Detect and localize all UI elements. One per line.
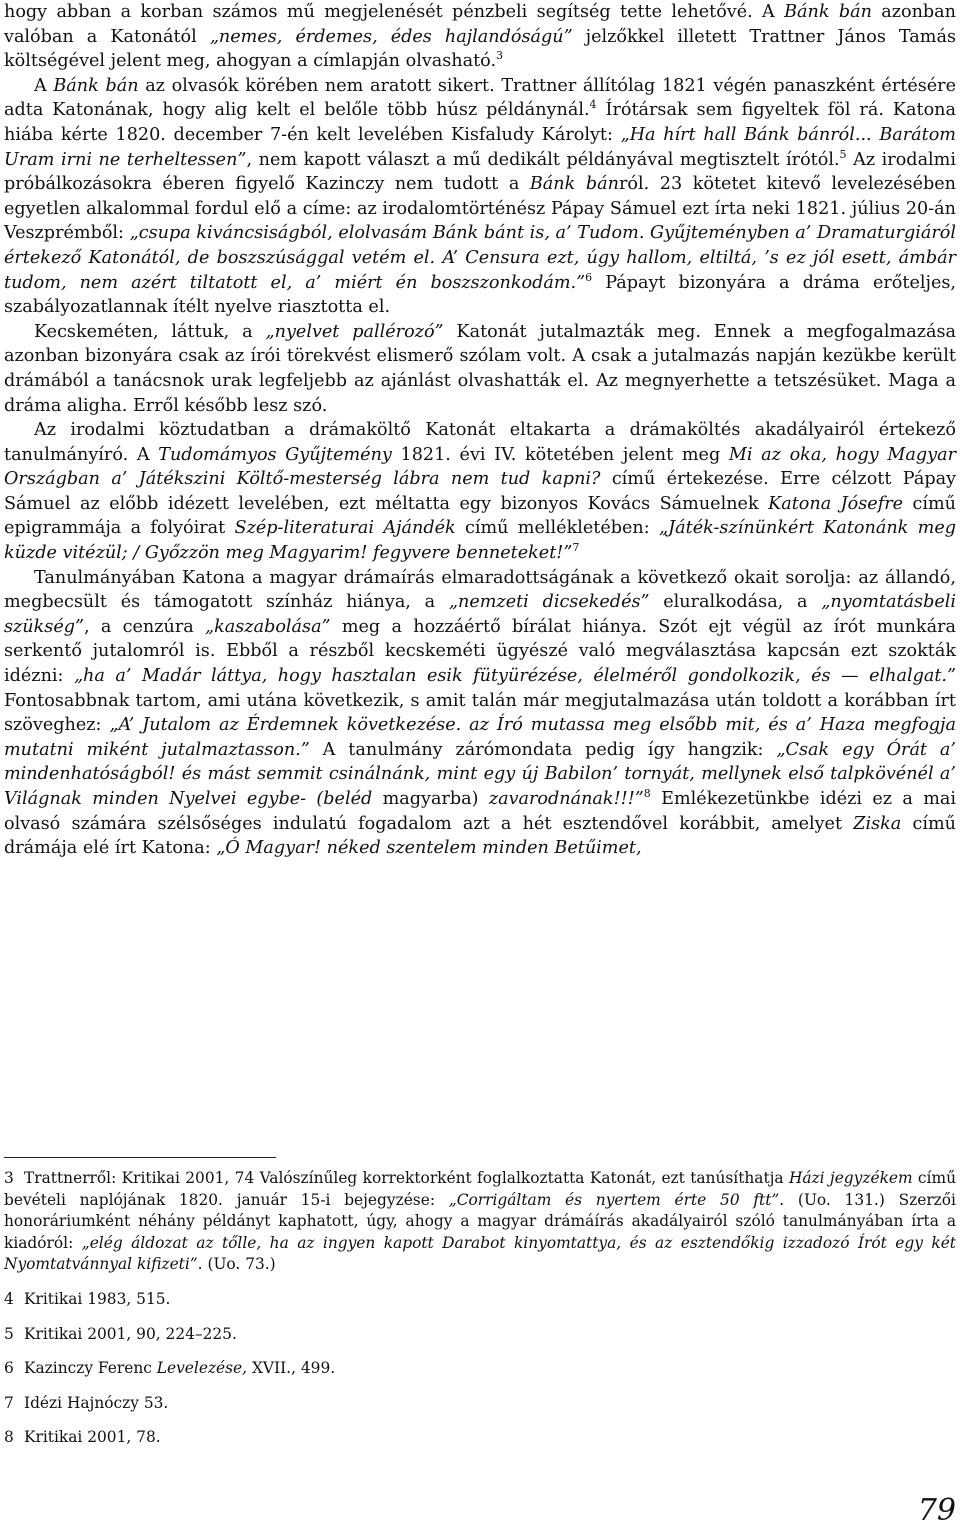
text-run: , nem kapott választ a mű dedikált példányával megtisztelt írótól.: [246, 149, 840, 170]
italic-text: Bánk bán: [529, 174, 619, 195]
italic-text: Levelezése,: [156, 1359, 248, 1378]
italic-text: „kaszabolása”: [205, 616, 331, 637]
italic-text: „nyelvet pallérozó”: [265, 321, 444, 342]
footnote-number: 7: [4, 1393, 14, 1412]
footnotes: [4, 1168, 956, 1462]
italic-text: „Játék-színünkért Katonánk meg küzde vitézül; / Győzzön meg Magyarim! fegyvere benneteket!”: [4, 518, 956, 564]
italic-text: „ha a’ Madár láttya, hogy hasztalan esik fütyürézése, élelméről gondolkozik, és — elhalgat.”: [73, 666, 956, 687]
text-run: Írótársak sem figyeltek föl rá. Katona hiába kérte 1820. december 7-én kelt levelében Kisfaludy Károlyt:: [4, 100, 956, 145]
paragraph-2: [4, 74, 956, 320]
footnote-reference: 6: [585, 270, 593, 284]
text-run: Kecskeméten, láttuk, a: [34, 321, 266, 342]
footnote-divider: [4, 1157, 276, 1158]
italic-text: Ziska: [853, 813, 902, 834]
text-run: azonban valóban a Katonától: [4, 2, 956, 47]
footnote-reference: 7: [572, 541, 580, 555]
text-run: az olvasók körében nem aratott sikert. Trattner állítólag 1821 végén panaszként értésére adta Katonának, hogy alig kelt el belőle több húsz példánynál.: [4, 75, 956, 121]
footnote-3: [4, 1168, 956, 1276]
italic-text: „Corrigáltam és nyertem érte 50 ftt”: [448, 1190, 780, 1209]
italic-text: „csupa kiváncsiságból, elolvasám Bánk bánt is, a’ Tudom. Gyűjteményben a’ Dramaturgiáról értekező Katonától, de boszszúsággal vetém el. A’ Censura ezt, úgy hallom, eltiltá, ’s ez jól esett, ámbár tudom, nem azért tiltatott el, a’ miért én boszszonkodám.”: [4, 223, 957, 293]
italic-text: Tudomámyos Gyűjtemény: [158, 444, 392, 465]
text-run: A tanulmány zárómondata pedig így hangzik:: [309, 739, 777, 760]
text-run: Katonát jutalmazták meg. Ennek a megfogalmazása azonban bizonyára csak az írói törekvést elismerő szólam volt. A csak a jutalmazás napján kezükbe került drámából a tanácsnok urak legfeljebb az ajánlást olvashatták el. Az megnyerhette a tetszésüket. Maga a dráma aligha. Erről később lesz szó.: [4, 321, 956, 416]
italic-text: „A’ Jutalom az Érdemnek következése. az Író mutassa meg elsőbb mit, és a’ Haza megfogja mutatni miként jutalmaztasson.”: [4, 715, 956, 760]
footnote-reference: 8: [643, 787, 651, 800]
footnote-number: 4: [4, 1289, 14, 1308]
text-run: Kritikai 2001, 90, 224–225.: [24, 1324, 237, 1343]
footnote-4: [4, 1289, 956, 1311]
italic-text: Házi jegyzékem: [788, 1169, 913, 1187]
text-run: 1821. évi IV. kötetében jelent meg: [391, 444, 729, 465]
paragraph-1: [4, 0, 956, 74]
footnote-reference: 3: [496, 49, 504, 63]
footnote-number: 5: [4, 1324, 14, 1343]
text-run: című mellékletében:: [455, 518, 659, 539]
text-run: Emlékezetünkbe idézi ez a mai olvasó számára szélsőséges indulatú fogadalom azt a hét esztendővel korábbit, amelyet: [4, 789, 956, 834]
italic-text: Mi az oka, hogy Magyar Országban a’ Játékszini Költő-mesterség lábra nem tud kapni?: [4, 444, 956, 490]
footnote-6: [4, 1358, 956, 1380]
text-run: Az irodalmi próbálkozásokra éberen figyelő Kazinczy nem tudott a: [4, 149, 956, 195]
text-run: magyarba): [372, 789, 489, 809]
footnote-7: [4, 1393, 956, 1415]
text-run: Az irodalmi köztudatban a drámaköltő Katonát eltakarta a drámaköltés akadályairól értekező tanulmányíró. A: [4, 420, 956, 465]
italic-text: „nemes, érdemes, édes hajlandóságú”: [209, 26, 573, 47]
text-run: , a cenzúra: [84, 616, 206, 637]
text-run: Tanulmányában Katona a magyar drámaírás elmaradottságának a következő okait sorolja: az állandó, megbecsült és támogatott színház hiánya, a: [4, 567, 956, 613]
footnote-number: 3: [4, 1169, 14, 1187]
text-run: ról. 23 kötetet kitevő levelezésében egyetlen alkalommal fordul elő a címe: az irodalomtörténész Pápay Sámuel ezt írta neki 1821. július 20-án Veszprémből:: [4, 174, 956, 244]
body-text: [4, 0, 956, 861]
text-run: című értekezése. Erre célzott Pápay Sámuel az előbb idézett levelében, ezt méltatta egy bizonyos Kovács Sámuelnek: [4, 469, 957, 514]
italic-text: Bánk bán: [53, 75, 139, 96]
text-run: A: [34, 75, 54, 96]
paragraph-3: [4, 320, 956, 418]
text-run: című bevételi naplójának 1820. január 15-i bejegyzése:: [4, 1169, 956, 1209]
text-run: Fontosabbnak tartom, ami utána következik, s amit talán már megjutalmazása után toldott a korábban írt szöveghez:: [4, 690, 956, 736]
footnote-number: 8: [4, 1428, 14, 1447]
italic-text: „Csak egy Órát a’ mindenhatóságból! és mást semmit csinálnánk, mint egy új Babilon’ tornyát, mellynek első talpkövénél a’ Világnak minden Nyelvei egybe- (beléd: [4, 739, 956, 809]
text-run: Trattnerről: Kritikai 2001, 74 Valószínűleg korrektorként foglalkoztatta Katonát, ezt tanúsíthatja: [24, 1169, 789, 1187]
italic-text: Bánk bán: [784, 2, 872, 22]
text-run: Kritikai 2001, 78.: [24, 1428, 161, 1447]
italic-text: „Ha hírt hall Bánk bánról... Barátom Uram irni ne terheltessen”: [4, 124, 956, 170]
text-run: Idézi Hajnóczy 53.: [24, 1393, 169, 1412]
document-page: [4, 0, 956, 1535]
text-run: hogy abban a korban számos mű megjelenését pénzbeli segítség tette lehetővé. A: [4, 2, 785, 22]
italic-text: Katona Jósefre: [768, 493, 904, 514]
text-run: meg a hozzáértő bírálat hiánya. Szót ejt végül az írót munkára serkentő jutalomról is. Ebből a részből kecskeméti ügyészé való megválasztása kapcsán ezt szokták idézni:: [4, 616, 956, 687]
text-run: Kazinczy Ferenc: [24, 1359, 157, 1378]
text-run: XVII., 499.: [247, 1359, 336, 1378]
text-run: című epigrammája a folyóirat: [4, 493, 956, 539]
footnote-5: [4, 1324, 956, 1346]
italic-text: „elég áldozat az tőlle, ha az ingyen kapott Darabot kinyomtattya, és az esztendőkig izzadozó Írót egy két Nyomtatvánnyal kifizeti”: [4, 1233, 956, 1274]
italic-text: „Ó Magyar! néked szentelem minden Betűimet,: [216, 838, 642, 859]
italic-text: „nemzeti dicsekedés”: [448, 592, 650, 613]
text-run: Pápayt bizonyára a dráma erőteljes, szabályozatlannak ítélt nyelve riasztotta el.: [4, 272, 956, 318]
paragraph-5: [4, 566, 956, 861]
footnote-reference: 5: [839, 147, 847, 161]
text-run: . (Uo. 131.) Szerzői honoráriumként néhány példányt kaphatott, úgy, ahogy a magyar drámáírás akadályairól szóló tanulmányában írta a kiadóról:: [4, 1190, 956, 1252]
italic-text: zavarodnának!!!”: [488, 789, 644, 809]
page-number: 79: [917, 1493, 956, 1528]
italic-text: „nyomtatásbeli szükség”: [4, 592, 957, 637]
paragraph-4: [4, 418, 956, 566]
footnote-number: 6: [4, 1359, 14, 1378]
footnote-reference: 4: [589, 98, 597, 112]
text-run: eluralkodása, a: [649, 592, 822, 613]
text-run: . (Uo. 73.): [197, 1255, 276, 1274]
text-run: jelzőkkel illetett Trattner János Tamás költségével jelent meg, ahogyan a címlapján olvasható.: [4, 26, 956, 72]
text-run: Kritikai 1983, 515.: [24, 1289, 171, 1308]
footnote-8: [4, 1427, 956, 1449]
text-run: című drámája elé írt Katona:: [4, 813, 956, 859]
italic-text: Szép-literaturai Ajándék: [234, 518, 456, 539]
